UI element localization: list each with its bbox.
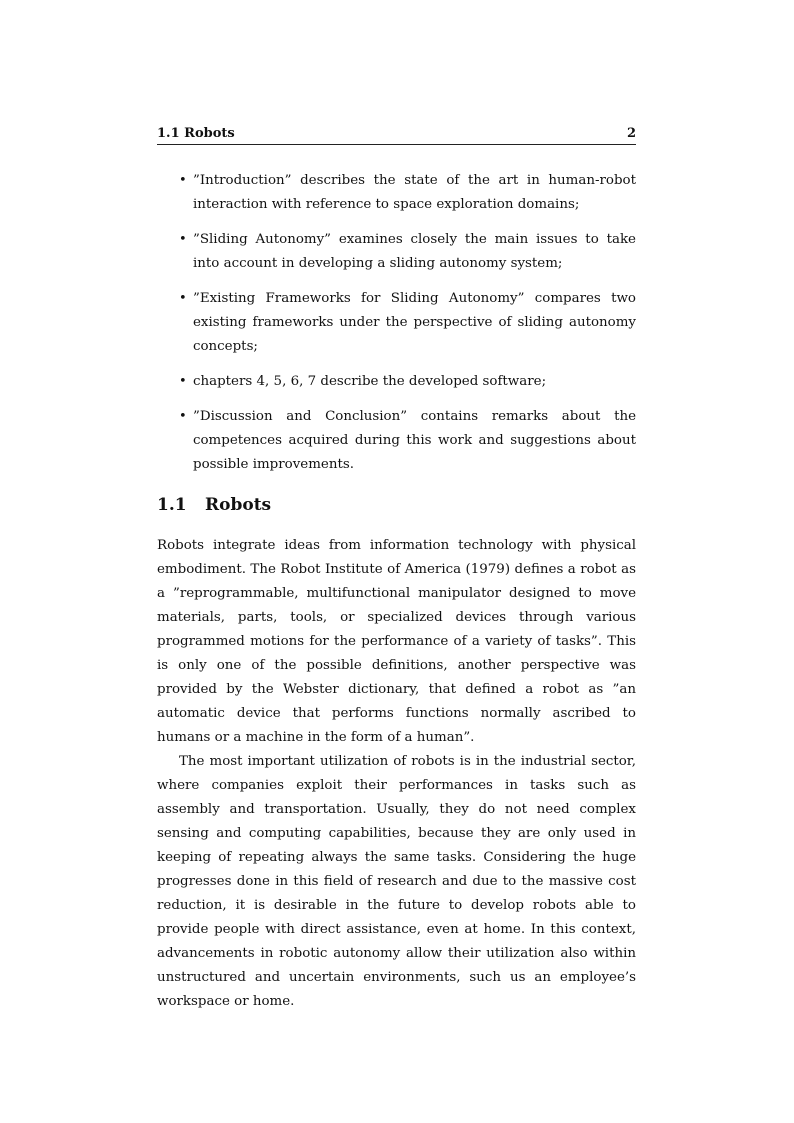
bullet-icon: • xyxy=(179,232,187,247)
running-header-section: 1.1 Robots xyxy=(157,126,235,141)
list-item-text: ”Discussion and Conclusion” contains remarks about the competences acquired during this work and suggestions about possible improvements. xyxy=(193,409,636,472)
bullet-icon: • xyxy=(179,291,187,306)
section-title: Robots xyxy=(205,495,272,515)
bullet-icon: • xyxy=(179,409,187,424)
body-paragraph: The most important utilization of robots is in the industrial sector, where companies exploit their performances in tasks such as assembly and transportation. Usually, they do not need complex sensing and computing capabilities, because they are only used in keeping of repeating always the same tasks. Considering the huge progresses done in this field of research and due to the massive cost reduction, it is desirable in the future to develop robots able to provide people with direct assistance, even at home. In this context, advancements in robotic autonomy allow their utilization also within unstructured and uncertain environments, such us an employee’s workspace or home. xyxy=(157,754,636,1009)
chapter-overview-list xyxy=(157,169,636,477)
bullet-icon: • xyxy=(179,374,187,389)
section-heading xyxy=(157,493,636,517)
section-number: 1.1 xyxy=(157,495,187,515)
list-item-text: chapters 4, 5, 6, 7 describe the developed software; xyxy=(193,374,547,389)
bullet-icon: • xyxy=(179,173,187,188)
list-item xyxy=(157,169,636,217)
running-header xyxy=(157,126,636,145)
list-item xyxy=(157,287,636,359)
page-number: 2 xyxy=(626,126,636,141)
list-item xyxy=(157,405,636,477)
list-item-text: ”Introduction” describes the state of the art in human-robot interaction with reference to space exploration domains; xyxy=(193,173,636,212)
list-item-text: ”Sliding Autonomy” examines closely the main issues to take into account in developing a sliding autonomy system; xyxy=(193,232,636,271)
body-paragraph: Robots integrate ideas from information technology with physical embodiment. The Robot Institute of America (1979) defines a robot as a ”reprogrammable, multifunctional manipulator designed to move materials, parts, tools, or specialized devices through various programmed motions for the performance of a variety of tasks”. This is only one of the possible definitions, another perspective was provided by the Webster dictionary, that defined a robot as ”an automatic device that performs functions normally ascribed to humans or a machine in the form of a human”. xyxy=(157,538,636,745)
list-item-text: ”Existing Frameworks for Sliding Autonomy” compares two existing frameworks under the perspective of sliding autonomy concepts; xyxy=(193,291,636,354)
list-item xyxy=(157,228,636,276)
list-item xyxy=(157,370,636,394)
document-page xyxy=(157,126,636,1014)
